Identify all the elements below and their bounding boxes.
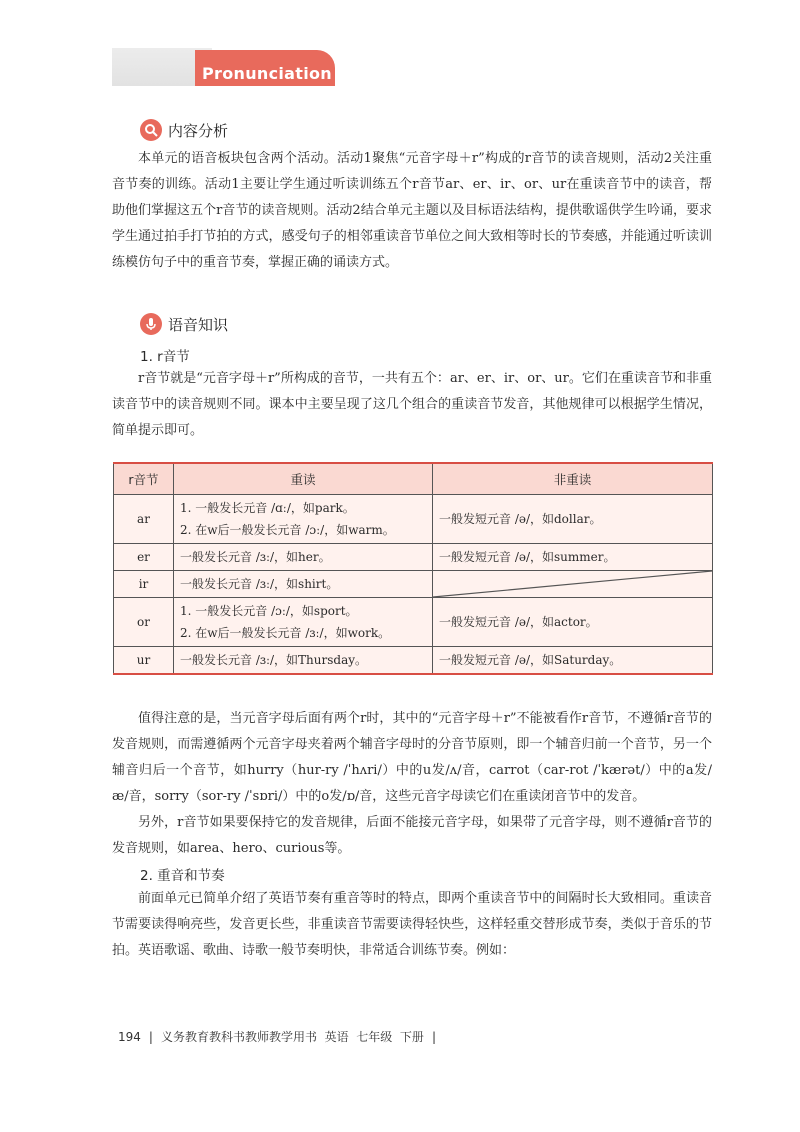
table-cell-unstressed: 一般发短元音 /ə/，如actor。	[433, 598, 713, 647]
r-syllable-exception-paragraph: 另外，r音节如果要保持它的发音规律，后面不能接元音字母，如果带了元音字母，则不遵循r音节的发音规则，如area、hero、curious等。	[112, 815, 712, 856]
rule-line: 1. 一般发长元音 /ɑː/，如park。	[180, 501, 355, 515]
table-row	[114, 495, 713, 544]
table-cell-stressed	[174, 544, 433, 571]
table-cell-stressed	[174, 571, 433, 598]
subject: 英语	[324, 1030, 349, 1044]
content-analysis-paragraph: 本单元的语音板块包含两个活动。活动1聚焦“元音字母＋r”构成的r音节的读音规则，活动2关注重音节奏的训练。活动1主要让学生通过听读训练五个r音节ar、er、ir、or、ur在重读音节中的读音，帮助他们掌握这五个r音节的读音规则。活动2结合单元主题以及目标语法结构，提供歌谣供学生吟诵，要求学生通过拍手打节拍的方式，感受句子的相邻重读音节单位之间大致相等时长的节奏感，并能通过听读训练模仿句子中的重音节奏，掌握正确的诵读方式。	[112, 151, 712, 270]
table-cell-unstressed: 一般发短元音 /ə/，如dollar。	[433, 495, 713, 544]
table-cell-empty-slashed	[433, 571, 713, 598]
r-syllable-paragraph: r音节就是“元音字母＋r”所构成的音节，一共有五个：ar、er、ir、or、ur。它们在重读音节和非重读音节中的读音规则不同。课本中主要呈现了这几个组合的重读音节发音，其他规律可以根据学生情况，简单提示即可。	[112, 371, 712, 438]
rule-line: 2. 在w后一般发长元音 /ɜː/，如work。	[180, 626, 391, 640]
table-cell-unstressed: 一般发短元音 /ə/，如summer。	[433, 544, 713, 571]
table-cell-stressed	[174, 495, 433, 544]
section-title: 内容分析	[168, 121, 229, 140]
stress-rhythm-paragraph: 前面单元已简单介绍了英语节奏有重音等时的特点，即两个重读音节中的间隔时长大致相同。重读音节需要读得响亮些，发音更长些，非重读音节需要读得轻快些，这样轻重交替形成节奏，类似于音乐的节拍。英语歌谣、歌曲、诗歌一般节奏明快，非常适合训练节奏。例如：	[112, 891, 712, 958]
volume: 下册	[399, 1030, 424, 1044]
book-title: 义务教育教科书教师教学用书	[160, 1030, 317, 1044]
double-r-note-paragraph: 值得注意的是，当元音字母后面有两个r时，其中的“元音字母＋r”不能被看作r音节，不遵循r音节的发音规则，而需遵循两个元音字母夹着两个辅音字母时的分音节原则，即一个辅音归前一个音节，另一个辅音归后一个音节，如hurry（hur-ry /ˈhʌri/）中的u发/ʌ/音，carrot（car-rot /ˈkærət/）中的a发/æ/音，sorry（sor-ry /ˈsɒri/）中的o发/ɒ/音，这些元音字母读它们在重读闭音节中的发音。	[112, 711, 712, 804]
table-cell-stressed	[174, 647, 433, 675]
table-header: r音节	[114, 463, 174, 495]
table-cell-label: er	[114, 544, 174, 571]
page-number: 194	[118, 1030, 141, 1044]
table-cell-stressed	[174, 598, 433, 647]
section-banner-title: Pronunciation	[202, 64, 332, 83]
r-syllable-table	[113, 462, 713, 675]
table-row	[114, 544, 713, 571]
subheading-stress-rhythm: 2. 重音和节奏	[140, 868, 225, 884]
table-header: 重读	[174, 463, 433, 495]
pronunciation-knowledge-heading	[140, 313, 228, 335]
content-analysis-heading	[140, 119, 228, 141]
table-row	[114, 647, 713, 675]
rule-line: 一般发长元音 /ɜː/，如her。	[180, 550, 331, 564]
table-cell-label: ar	[114, 495, 174, 544]
table-cell-unstressed: 一般发短元音 /ə/，如Saturday。	[433, 647, 713, 675]
table-row	[114, 598, 713, 647]
grade: 七年级	[356, 1030, 393, 1044]
table-cell-label: or	[114, 598, 174, 647]
table-row	[114, 571, 713, 598]
diagonal-slash	[433, 571, 712, 597]
rule-line: 一般发长元音 /ɜː/，如Thursday。	[180, 653, 368, 667]
table-cell-label: ur	[114, 647, 174, 675]
subheading-r-syllable: 1. r音节	[140, 349, 190, 365]
table-header: 非重读	[433, 463, 713, 495]
rule-line: 2. 在w后一般发长元音 /ɔː/，如warm。	[180, 523, 395, 537]
rule-line: 1. 一般发长元音 /ɔː/，如sport。	[180, 604, 358, 618]
microphone-icon	[140, 313, 162, 335]
page-footer: 194 | 义务教育教科书教师教学用书 英语 七年级 下册 |	[118, 1030, 436, 1044]
magnifier-icon	[140, 119, 162, 141]
rule-line: 一般发长元音 /ɜː/，如shirt。	[180, 577, 339, 591]
table-cell-label: ir	[114, 571, 174, 598]
section-title: 语音知识	[168, 315, 229, 334]
